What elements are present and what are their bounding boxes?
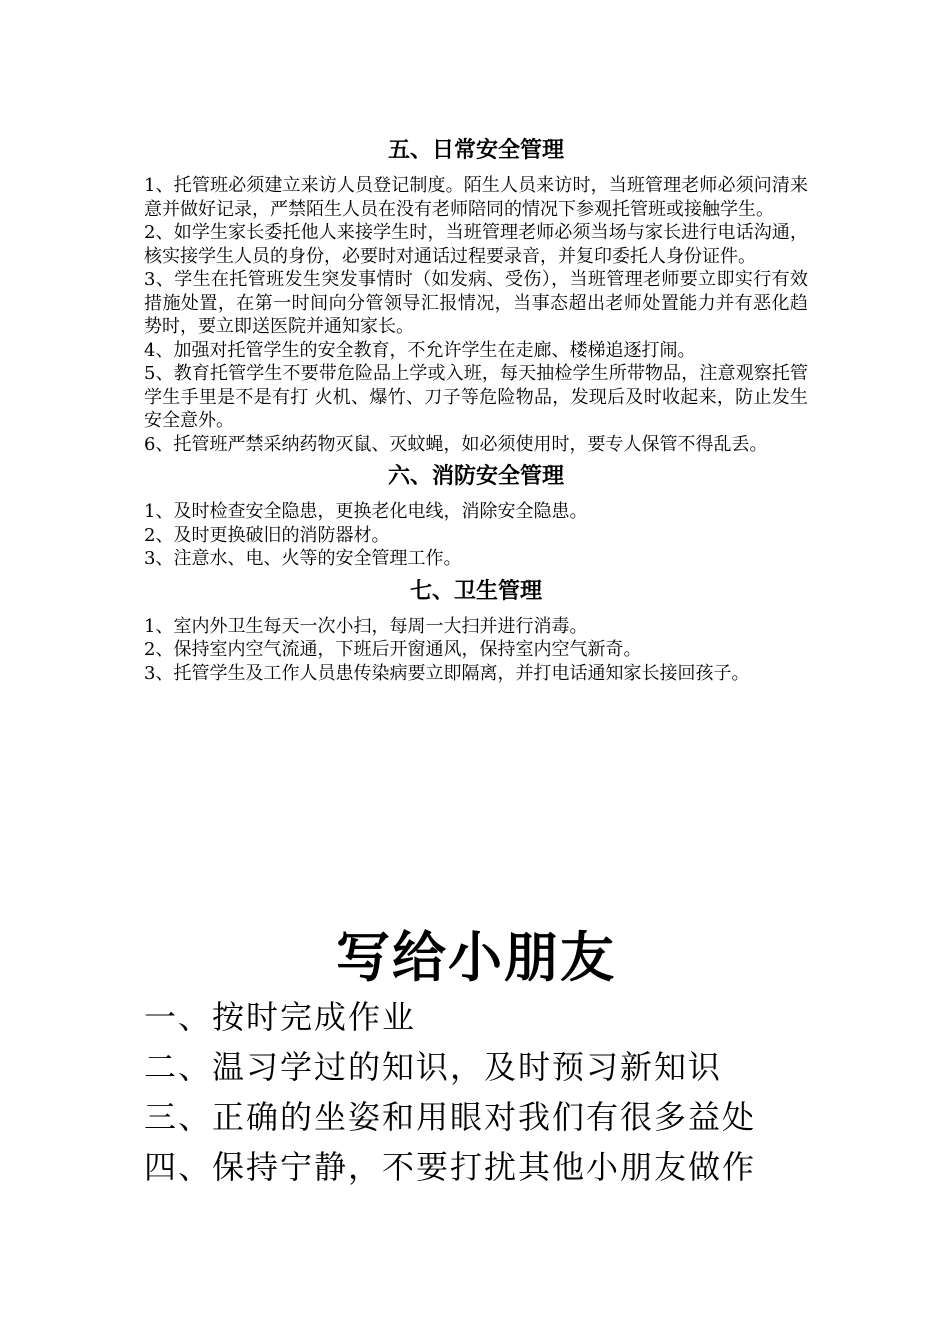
rule-item: 3、注意水、电、火等的安全管理工作。 — [144, 548, 462, 569]
letter-item: 四、保持宁静，不要打扰其他小朋友做作 — [144, 1148, 757, 1186]
letter-item: 二、温习学过的知识，及时预习新知识 — [144, 1048, 723, 1086]
rules-document — [144, 130, 808, 685]
section-title: 六、消防安全管理 — [387, 464, 564, 489]
rule-item: 6、托管班严禁采纳药物灭鼠、灭蚊蝇，如必须使用时，要专人保管不得乱丢。 — [144, 433, 768, 455]
letter-title: 写给小朋友 — [336, 925, 616, 989]
rule-item: 2、如学生家长委托他人来接学生时，当班管理老师必须当场与家长进行电话沟通，核实接学生人员的身份，必要时对通话过程要录音，并复印委托人身份证件。 — [144, 222, 808, 267]
rule-item: 2、保持室内空气流通，下班后开窗通风，保持室内空气新奇。 — [144, 639, 642, 660]
rule-item: 2、及时更换破旧的消防器材。 — [144, 524, 390, 546]
section-title: 七、卫生管理 — [409, 578, 542, 604]
section-daily-safety — [144, 136, 808, 456]
rule-item: 1、托管班必须建立来访人员登记制度。陌生人员来访时，当班管理老师必须问清来意并做好记录，严禁陌生人员在没有老师陪同的情况下参观托管班或接触学生。 — [144, 175, 808, 220]
section-title: 五、日常安全管理 — [387, 138, 564, 163]
rule-item: 3、托管学生及工作人员患传染病要立即隔离，并打电话通知家长接回孩子。 — [144, 662, 750, 684]
rule-item: 1、及时检查安全隐患，更换老化电线，消除安全隐患。 — [144, 501, 588, 522]
letter-item: 三、正确的坐姿和用眼对我们有很多益处 — [144, 1098, 757, 1136]
letter-item: 一、按时完成作业 — [144, 998, 417, 1036]
rule-item: 1、室内外卫生每天一次小扫，每周一大扫并进行消毒。 — [144, 615, 588, 637]
letter-to-children — [144, 922, 808, 1192]
rule-item: 3、学生在托管班发生突发事情时（如发病、受伤），当班管理老师要立即实行有效措施处置，在第一时间向分管领导汇报情况，当事态超出老师处置能力并有恶化趋势时，要立即送医院并通知家长。 — [144, 269, 808, 337]
rule-item: 4、加强对托管学生的安全教育，不允许学生在走廊、楼梯追逐打闹。 — [144, 339, 696, 361]
section-hygiene — [144, 577, 808, 686]
rule-item: 5、教育托管学生不要带危险品上学或入班，每天抽检学生所带物品，注意观察托管学生手里是不是有打 火机、爆竹、刀子等危险物品，发现后及时收起来，防止发生安全意外。 — [144, 363, 808, 431]
section-fire-safety — [144, 462, 808, 571]
